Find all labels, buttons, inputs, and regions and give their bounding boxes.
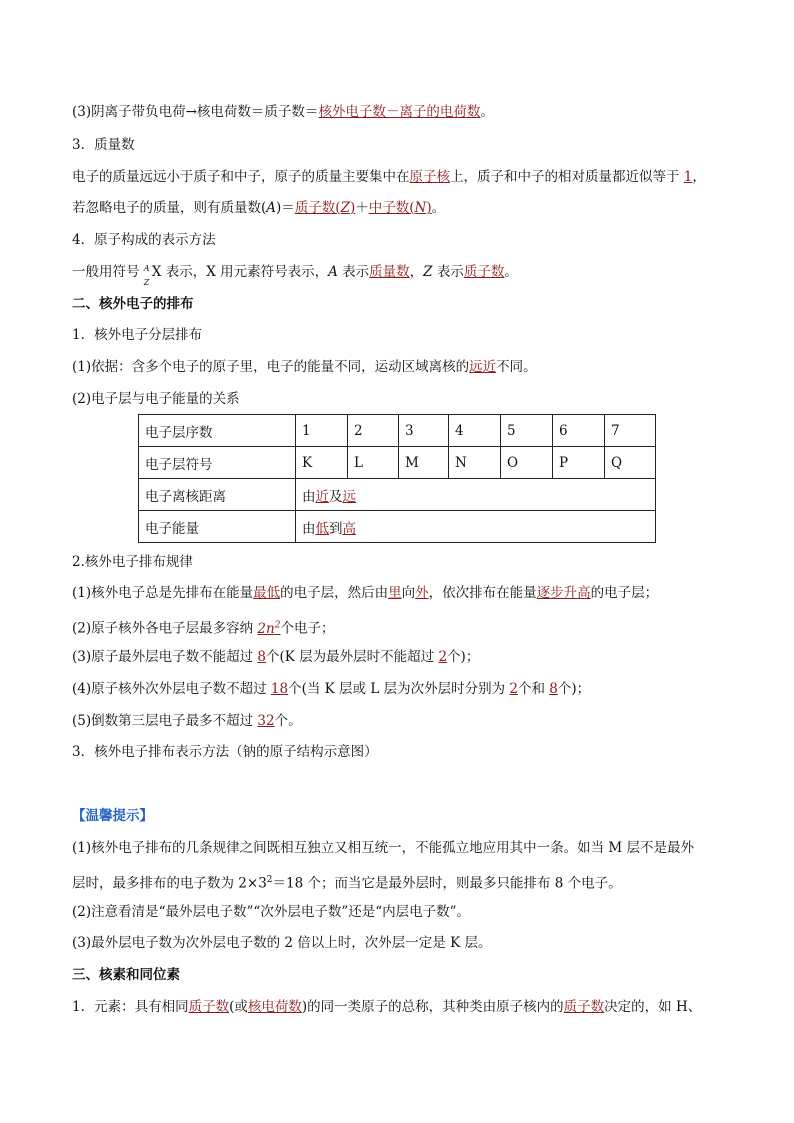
- blank-answer: －: [385, 104, 400, 120]
- blank-answer: 近: [315, 488, 329, 505]
- layer-energy-caption: (2)电子层与电子能量的关系: [72, 391, 240, 407]
- blank-answer: 离子的电荷数: [399, 104, 481, 120]
- tip-line-4: (3)最外层电子数为次外层电子数的 2 倍以上时，次外层一定是 K 层。: [72, 935, 492, 951]
- blank-answer: 最低: [253, 585, 281, 601]
- blank-answer: 8: [257, 649, 267, 665]
- blank-answer: 外: [415, 585, 429, 601]
- blank-answer: 质子数: [188, 999, 230, 1015]
- mass-paragraph-line-1: 电子的质量远远小于质子和中子，原子的质量主要集中在原子核上，质子和中子的相对质量都近似等于 1，: [72, 169, 706, 185]
- tip-line-2: 层时，最多排布的电子数为 $2\times 3^2=18$ 个；而当它是最外层时，则最多只能排布 8 个电子。: [72, 875, 622, 892]
- blank-answer: 质量数: [369, 264, 410, 280]
- rule-4: (4)原子核外次外层电子数不超过 18个(当 K 层或 L 层为次外层时分别为 2个和 8个)；: [72, 681, 591, 697]
- subheading-layered: 1．核外电子分层排布: [72, 327, 203, 343]
- section-title-electron-arrangement: 二、核外电子的排布: [72, 296, 194, 312]
- blank-answer: 核外电子数: [318, 104, 386, 120]
- blank-answer: 远近: [469, 359, 497, 375]
- notation-line: 一般用符号 A Z X 表示，X 用元素符号表示，A 表示质量数，Z 表示质子数。: [72, 264, 518, 287]
- blank-answer: 8: [549, 681, 558, 697]
- basis-line: (1)依据：含多个电子的原子里，电子的能量不同，运动区域离核的远近不同。: [72, 359, 537, 375]
- table-row: 电子层序数 1 2 3 4 5 6 7: [139, 415, 656, 447]
- electron-layer-table: [138, 414, 656, 543]
- section-heading-mass-number: 3．质量数: [72, 137, 135, 153]
- blank-answer: 高: [342, 520, 356, 537]
- blank-answer: 低: [315, 520, 329, 537]
- element-definition-line: 1．元素：具有相同质子数(或核电荷数)的同一类原子的总称，其种类由原子核内的质子数决定的，如 H、: [72, 999, 702, 1015]
- blank-answer: 核电荷数: [247, 999, 302, 1015]
- blank-answer: 1: [683, 169, 693, 185]
- blank-answer: 质子数: [563, 999, 605, 1015]
- subheading-rules: 2.核外电子排布规律: [72, 554, 193, 570]
- tip-line-3: (2)注意看清是“最外层电子数”“次外层电子数”还是“内层电子数”。: [72, 904, 471, 920]
- blank-answer: 2: [438, 649, 448, 665]
- rule-2: (2)原子核外各电子层最多容纳 $2n^2$个电子；: [72, 620, 335, 637]
- table-row: 电子能量 由低到高: [139, 511, 656, 543]
- blank-answer: 32: [257, 713, 275, 729]
- nuclide-symbol: A Z: [143, 264, 150, 287]
- rule-3: (3)原子最外层电子数不能超过 8个(K 层为最外层时不能超过 2个)；: [72, 649, 480, 665]
- blank-answer: 原子核: [409, 169, 450, 185]
- rule-5: (5)倒数第三层电子最多不超过 32个。: [72, 713, 302, 729]
- section-title-nuclide: 三、核素和同位素: [72, 967, 180, 983]
- blank-answer: 质子数(Z): [294, 200, 356, 216]
- subheading-representation: 3．核外电子排布表示方法（钠的原子结构示意图）: [72, 744, 378, 760]
- blank-answer: 逐步升高: [536, 585, 591, 601]
- anion-charge-line: (3)阴离子带负电荷→核电荷数＝质子数＝核外电子数－离子的电荷数。: [72, 104, 494, 120]
- blank-answer: 2: [509, 681, 518, 697]
- blank-answer: 里: [388, 585, 402, 601]
- rule-1: (1)核外电子总是先排布在能量最低的电子层，然后由里向外，依次排布在能量逐步升高的电子层；: [72, 585, 659, 601]
- blank-answer: 质子数: [463, 264, 505, 280]
- blank-answer: $2n^2$: [257, 620, 281, 637]
- mass-paragraph-line-2: 若忽略电子的质量，则有质量数(A)＝质子数(Z)＋中子数(N)。: [72, 200, 446, 216]
- blank-answer: 远: [342, 488, 356, 505]
- table-row: 电子离核距离 由近及远: [139, 479, 656, 511]
- section-heading-notation: 4．原子构成的表示方法: [72, 232, 216, 248]
- blank-answer: 中子数(N): [368, 200, 432, 216]
- table-row: 电子层符号 K L M N O P Q: [139, 447, 656, 479]
- tip-line-1: (1)核外电子排布的几条规律之间既相互独立又相互统一，不能孤立地应用其中一条。如当 M 层不是最外: [72, 840, 695, 856]
- blank-answer: 18: [270, 681, 289, 697]
- tip-title: 【温馨提示】: [72, 808, 153, 824]
